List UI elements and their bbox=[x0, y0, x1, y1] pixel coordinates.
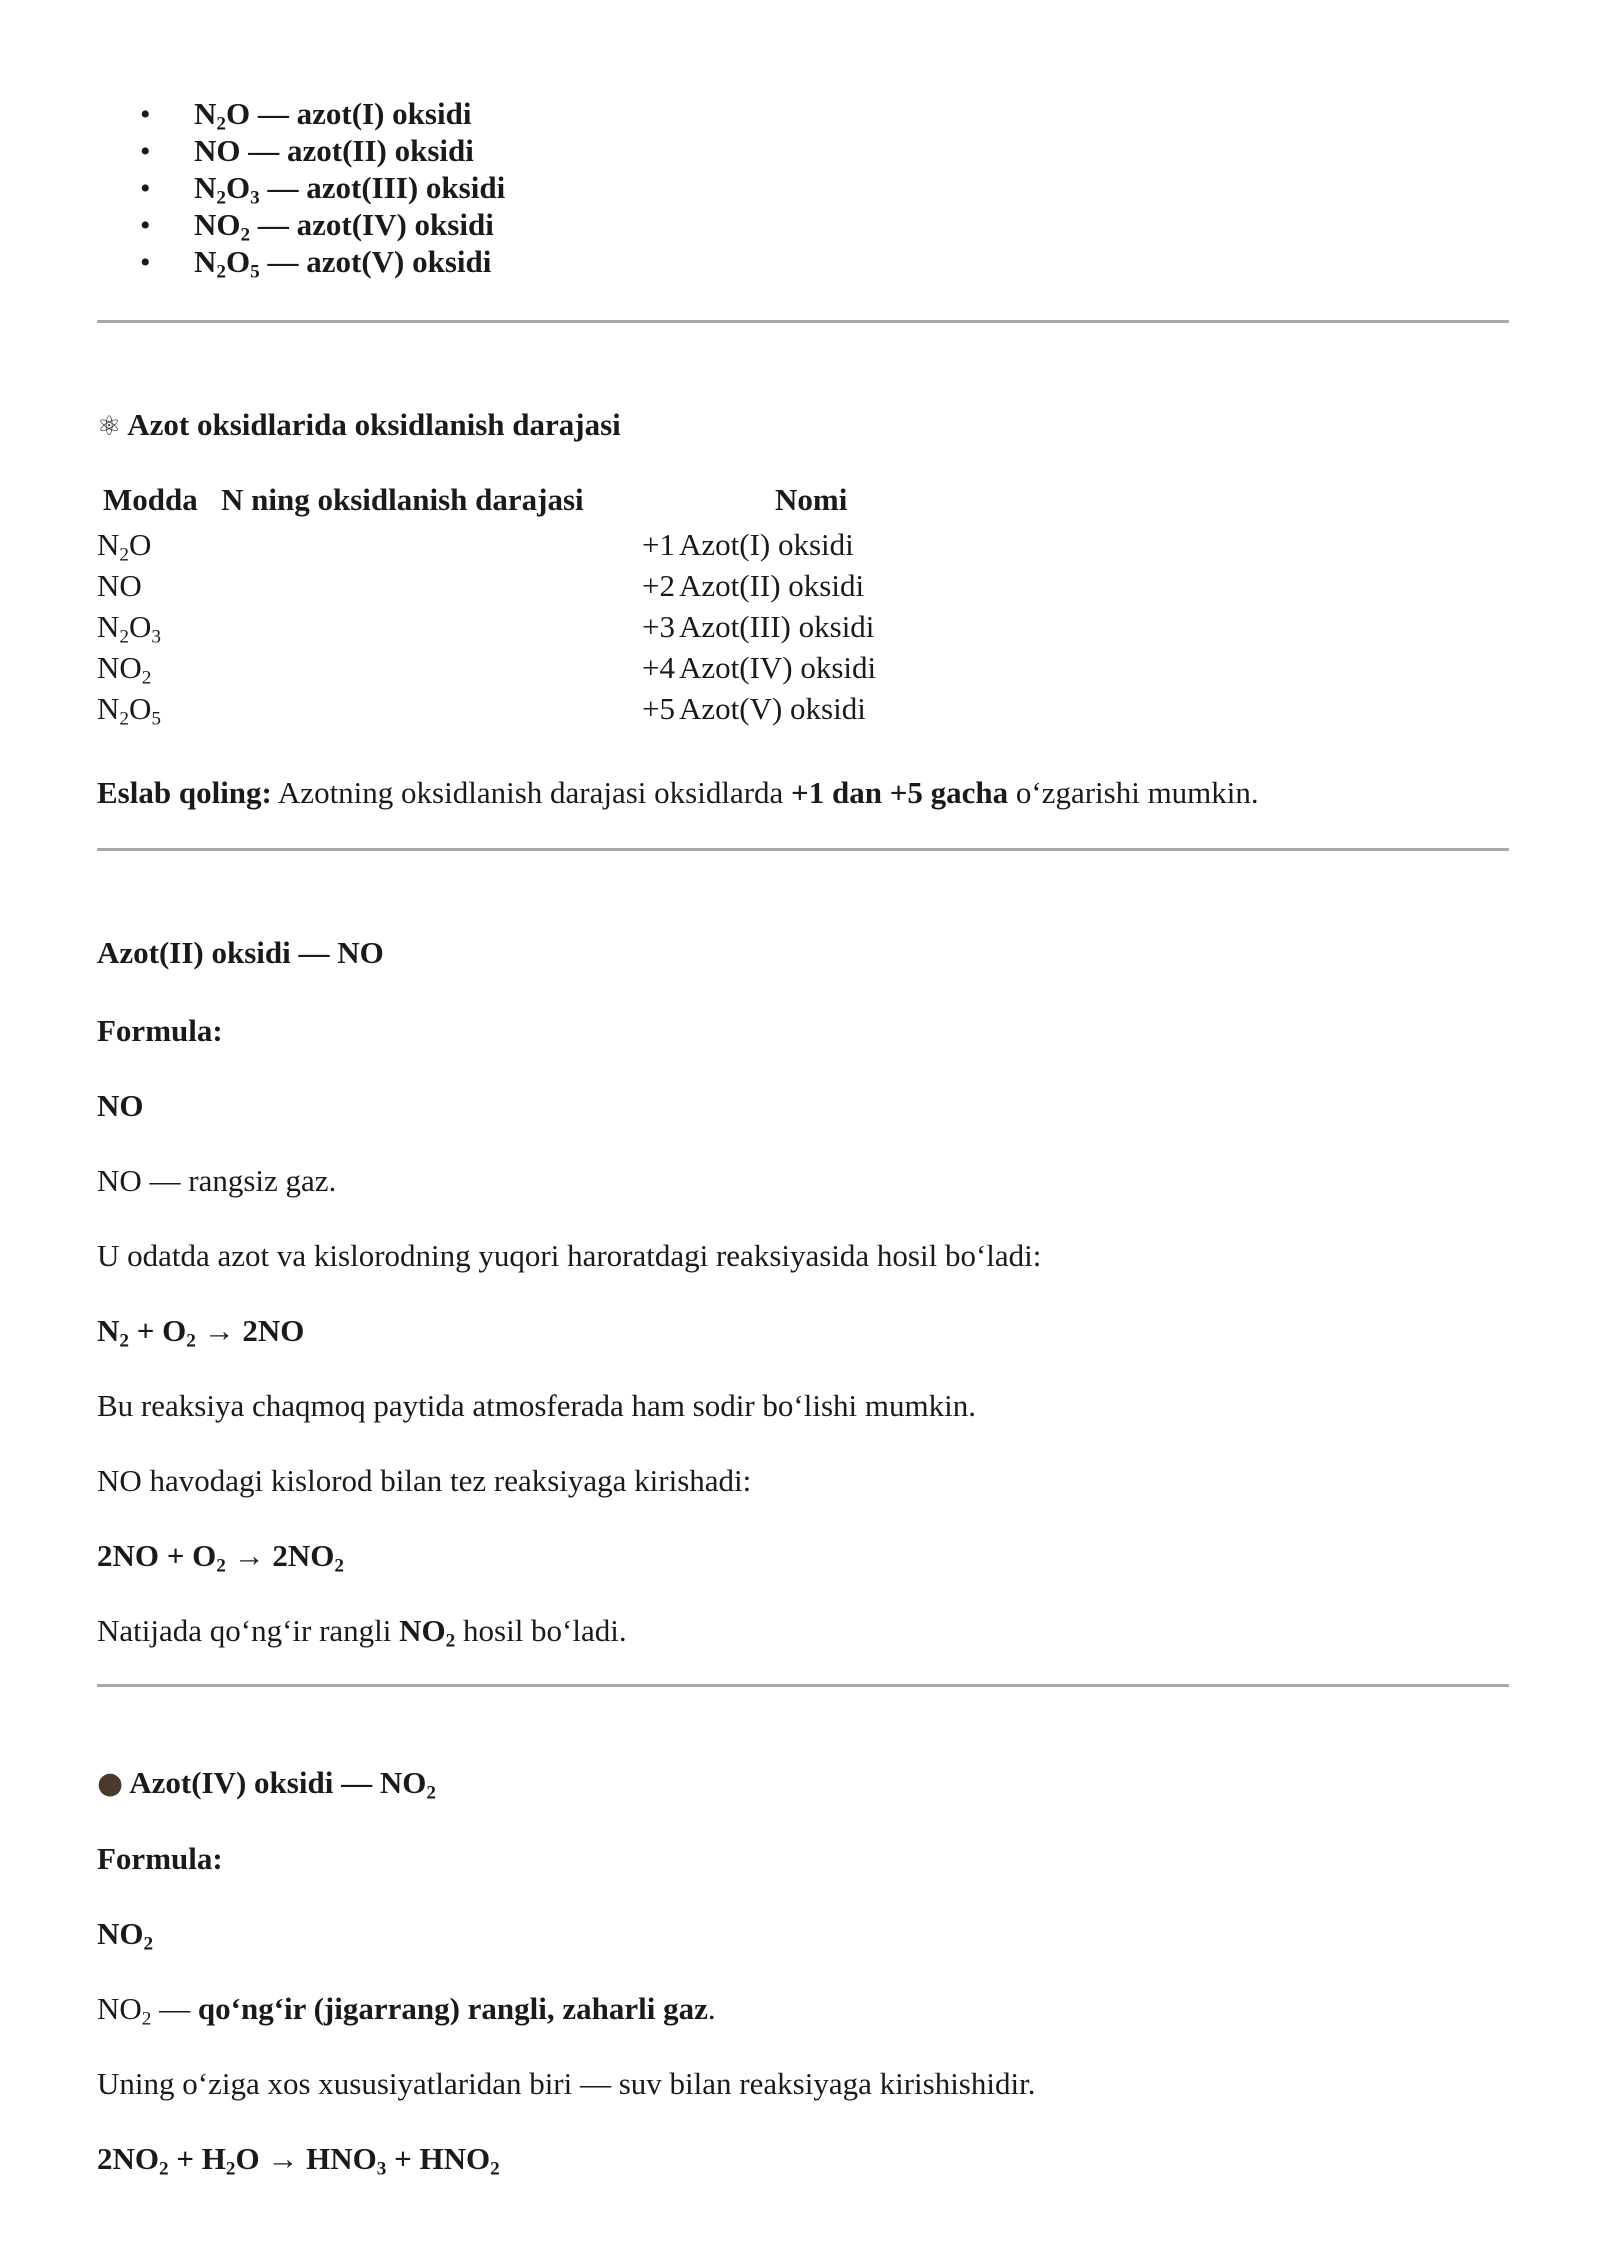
note-range: +1 dan +5 gacha bbox=[791, 775, 1009, 810]
horizontal-rule bbox=[97, 848, 1509, 851]
list-formula: NO bbox=[194, 133, 241, 168]
bullet: • bbox=[140, 135, 151, 168]
paragraph: NO havodagi kislorod bilan tez reaksiyaga kirishadi: bbox=[97, 1463, 752, 1498]
list-formula: $N_2O$ bbox=[194, 96, 251, 135]
section-heading-no bbox=[97, 937, 384, 968]
note-label: Eslab qoling: bbox=[97, 775, 272, 810]
paragraph: Natijada qo‘ng‘ir rangli $NO_2$ hosil bo‘ladi. bbox=[97, 1613, 627, 1652]
heading-text: Azot(IV) oksidi — $NO_2$ bbox=[129, 1765, 436, 1804]
cell-name: Azot(I) oksidi bbox=[679, 526, 854, 562]
table-header-row bbox=[97, 482, 1035, 524]
atom-icon: ⚛ bbox=[97, 411, 122, 442]
cell-formula: $N_2O$ bbox=[97, 526, 152, 565]
column-header: N ning oksidlanish darajasi bbox=[221, 482, 584, 517]
cell-state: +3 bbox=[642, 608, 675, 644]
table-row bbox=[97, 647, 1035, 688]
table-row bbox=[97, 606, 1035, 647]
heading-text: Azot(II) oksidi — NO bbox=[97, 935, 384, 970]
cell-name: Azot(II) oksidi bbox=[679, 567, 865, 603]
cell-state: +5 bbox=[642, 690, 675, 726]
bullet: • bbox=[140, 98, 151, 131]
list-formula: $N_2O_3$ bbox=[194, 170, 260, 209]
list-formula: $N_2O_5$ bbox=[194, 244, 260, 283]
bullet: • bbox=[140, 172, 151, 205]
cell-name: Azot(III) oksidi bbox=[679, 608, 875, 644]
list-label: — azot(I) oksidi bbox=[257, 96, 472, 131]
column-header: Nomi bbox=[775, 482, 848, 517]
formula-label: Formula: bbox=[97, 1013, 223, 1048]
paragraph: NO — rangsiz gaz. bbox=[97, 1163, 337, 1198]
cell-formula: $NO_2$ bbox=[97, 649, 152, 688]
equation: $2NO + O_2 \to 2NO_2$ bbox=[97, 1538, 344, 1577]
table-row bbox=[97, 524, 1035, 565]
paragraph: U odatda azot va kislorodning yuqori haroratdagi reaksiyasida hosil bo‘ladi: bbox=[97, 1238, 1042, 1273]
note-text: Azotning oksidlanish darajasi oksidlarda bbox=[277, 775, 784, 810]
formula-value: $NO_2$ bbox=[97, 1916, 154, 1955]
bullet: • bbox=[140, 209, 151, 242]
cell-name: Azot(V) oksidi bbox=[679, 690, 866, 726]
column-header: Modda bbox=[103, 482, 198, 517]
equation: $2NO_2 + H_2O \to HNO_3 + HNO_2$ bbox=[97, 2141, 500, 2180]
cell-formula: $N_2O_5$ bbox=[97, 690, 161, 729]
list-label: — azot(III) oksidi bbox=[267, 170, 506, 205]
cell-state: +1 bbox=[642, 526, 675, 562]
equation: $N_2 + O_2 \to 2NO$ bbox=[97, 1313, 305, 1352]
brown-circle-icon: ● bbox=[97, 1766, 124, 1801]
section-heading-no2 bbox=[97, 1765, 436, 1804]
formula-label: Formula: bbox=[97, 1841, 223, 1876]
note-paragraph bbox=[97, 777, 1259, 808]
table-row bbox=[97, 688, 1035, 729]
cell-formula: $N_2O_3$ bbox=[97, 608, 161, 647]
paragraph: Bu reaksiya chaqmoq paytida atmosferada ham sodir bo‘lishi mumkin. bbox=[97, 1388, 976, 1423]
note-text-end: o‘zgarishi mumkin. bbox=[1015, 775, 1259, 810]
list-formula: $NO_2$ bbox=[194, 207, 251, 246]
paragraph: $NO_2$ — qo‘ng‘ir (jigarrang) rangli, zaharli gaz. bbox=[97, 1991, 716, 2030]
cell-state: +4 bbox=[642, 649, 675, 685]
heading-text: Azot oksidlarida oksidlanish darajasi bbox=[127, 407, 621, 442]
table-row bbox=[97, 565, 1035, 606]
horizontal-rule bbox=[97, 320, 1509, 323]
list-label: — azot(IV) oksidi bbox=[257, 207, 494, 242]
bullet: • bbox=[140, 246, 151, 279]
formula-value: NO bbox=[97, 1088, 144, 1123]
list-label: — azot(II) oksidi bbox=[248, 133, 474, 168]
paragraph: Uning o‘ziga xos xususiyatlaridan biri — suv bilan reaksiyaga kirishishidir. bbox=[97, 2066, 1036, 2101]
cell-formula: NO bbox=[97, 567, 142, 603]
cell-name: Azot(IV) oksidi bbox=[679, 649, 877, 685]
list-label: — azot(V) oksidi bbox=[267, 244, 492, 279]
horizontal-rule bbox=[97, 1684, 1509, 1687]
oxidation-table bbox=[97, 482, 1035, 729]
cell-state: +2 bbox=[642, 567, 675, 603]
section-heading-oxidation bbox=[97, 409, 621, 440]
